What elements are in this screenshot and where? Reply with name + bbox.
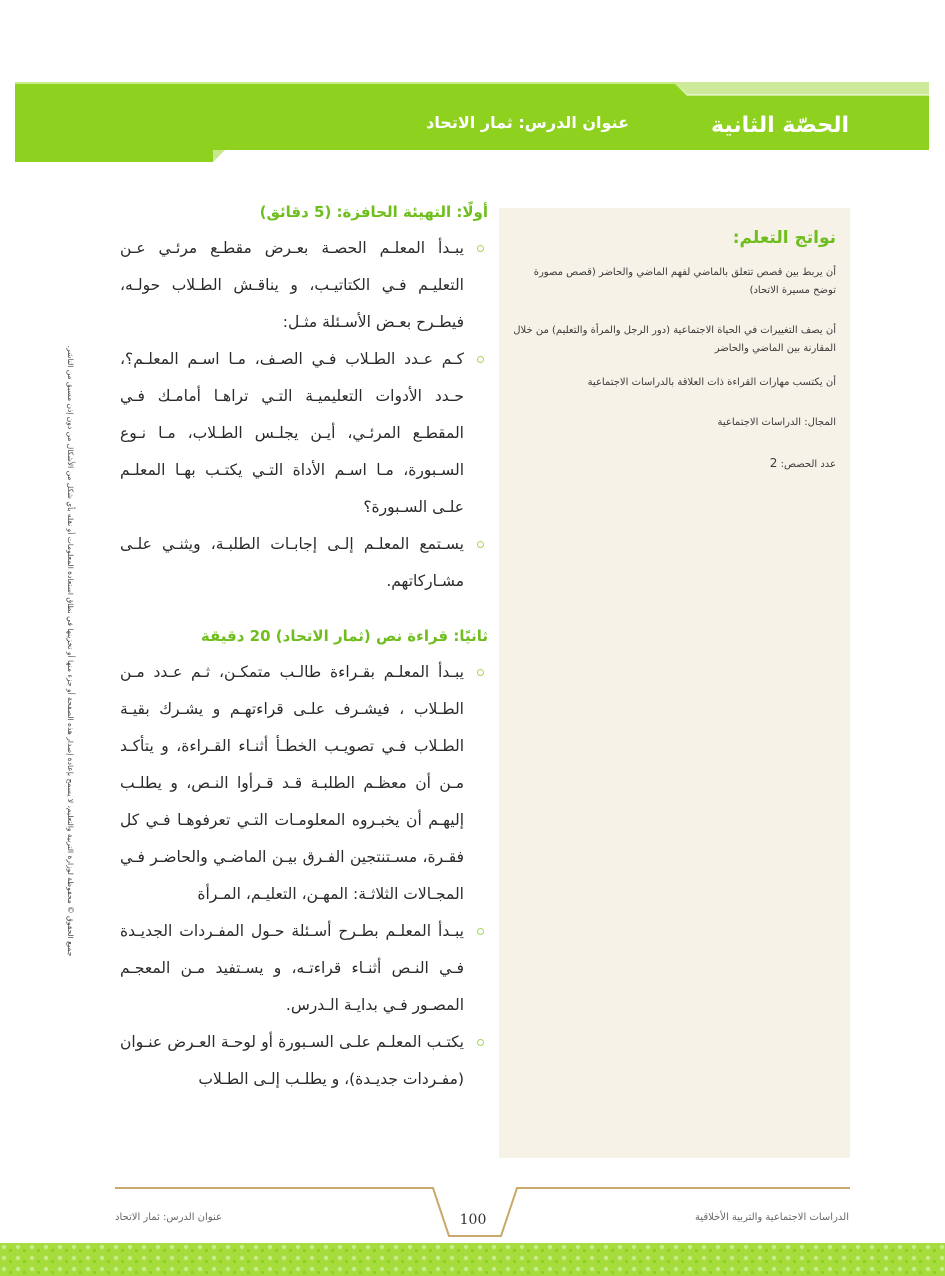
lesson-content <box>120 200 488 1098</box>
section1-list <box>120 230 488 600</box>
decorative-pattern-strip <box>0 1243 945 1276</box>
periods-count <box>513 456 836 470</box>
bullet-circle-icon <box>477 928 484 935</box>
section1-duration: (5 دقائق) <box>259 203 332 221</box>
bullet-circle-icon <box>477 541 484 548</box>
section2-heading <box>120 624 488 648</box>
section1-title: أولًا: التهيئة الحافزة: <box>336 203 488 221</box>
section2-duration: 20 دقيقة <box>200 627 271 645</box>
learning-outcomes-panel <box>499 208 850 1158</box>
bullet-circle-icon <box>477 245 484 252</box>
bullet-circle-icon <box>477 1039 484 1046</box>
section2-title: ثانيًا: قراءة نص (ثمار الاتحاد) <box>275 627 488 645</box>
page-number: 100 <box>459 1212 487 1228</box>
list-item: يكتـب المعلـم علـى السـبورة أو لوحـة العـرض عنـوان (مفـردات جديـدة)، و يطلـب إلـى الطـلاب <box>120 1024 488 1098</box>
section1-heading <box>120 200 488 224</box>
list-item: يبـدأ المعلـم بطـرح أسـئلة حـول المفـردات الجديـدة فـي النـص أثنـاء قراءتـه، و يسـتفيد مـن المعجـم المصـور فـي بدايـة الـدرس. <box>120 913 488 1024</box>
session-title: الحصّة الثانية <box>711 113 849 138</box>
domain-item: المجال: الدراسات الاجتماعية <box>717 417 836 428</box>
lesson-title: عنوان الدرس: ثمار الاتحاد <box>426 113 629 132</box>
outcome-item: أن يصف التغييرات في الحياة الاجتماعية (دور الرجل والمرأة والتعليم) من خلال المقارنة بين الماضي والحاضر <box>513 325 836 354</box>
periods-value: 2 <box>769 456 778 470</box>
copyright-note <box>66 301 74 1001</box>
copyright-text: جميع الحقوق © محفوظة لوزارة التربية والتعليم، لا يسمح بإعادة إصدار هذه الصفحة أو جزء منها أو تخزينها في نطاق استعادة المعلومات أو نقله بأي شكل من الأشكال من دون إذن مسبق من الناشر. <box>66 345 75 957</box>
periods-label: عدد الحصص: <box>780 459 836 470</box>
section2-list <box>120 654 488 1098</box>
list-item: يبـدأ المعلـم الحصـة بعـرض مقطـع مرئـي عـن التعليـم فـي الكتاتيـب، و يناقـش الطـلاب حولـه، فيطـرح بعـض الأسـئلة مثـل: <box>120 230 488 341</box>
outcomes-title: نواتج التعلم: <box>732 228 836 248</box>
bullet-circle-icon <box>477 669 484 676</box>
footer-lesson-title: عنوان الدرس: ثمار الاتحاد <box>115 1212 222 1223</box>
bullet-circle-icon <box>477 356 484 363</box>
outcome-item: أن يربط بين قصص تتعلق بالماضي لفهم الماضي والحاضر (قصص مصورة توضح مسيرة الاتحاد) <box>533 267 836 296</box>
footer-subject: الدراسات الاجتماعية والتربية الأخلاقية <box>694 1212 849 1223</box>
list-item: يسـتمع المعلـم إلـى إجابـات الطلبـة، ويثنـي علـى مشـاركاتهم. <box>120 526 488 600</box>
outcome-item: أن يكتسب مهارات القراءة ذات العلاقة بالدراسات الاجتماعية <box>587 377 836 388</box>
list-item: كـم عـدد الطـلاب فـي الصـف، مـا اسـم المعلـم؟، حـدد الأدوات التعليميـة التـي تراهـا أمامـك فـي المقطـع المرئـي، أيـن يجلـس الطـلاب، مـا نـوع السـبورة، مـا اسـم الأداة التـي يكتـب بهـا المعلـم علـى السـبورة؟ <box>120 341 488 526</box>
list-item: يبـدأ المعلـم بقـراءة طالـب متمكـن، ثـم عـدد مـن الطـلاب ، فيشـرف علـى قراءتهـم و يشـرك بقيـة الطـلاب فـي تصويـب الخطـأ أثنـاء القـراءة، و يتأكـد مـن أن معظـم الطلبـة قـد قـرأوا النـص، و يطلـب إليهـم أن يخبـروه المعلومـات التـي تعرفوهـا فـي كل فقـرة، مسـتنتجين الفـرق بيـن الماضـي والحاضـر فـي المجـالات الثلاثـة: المهـن، التعليـم، المـرأة <box>120 654 488 913</box>
